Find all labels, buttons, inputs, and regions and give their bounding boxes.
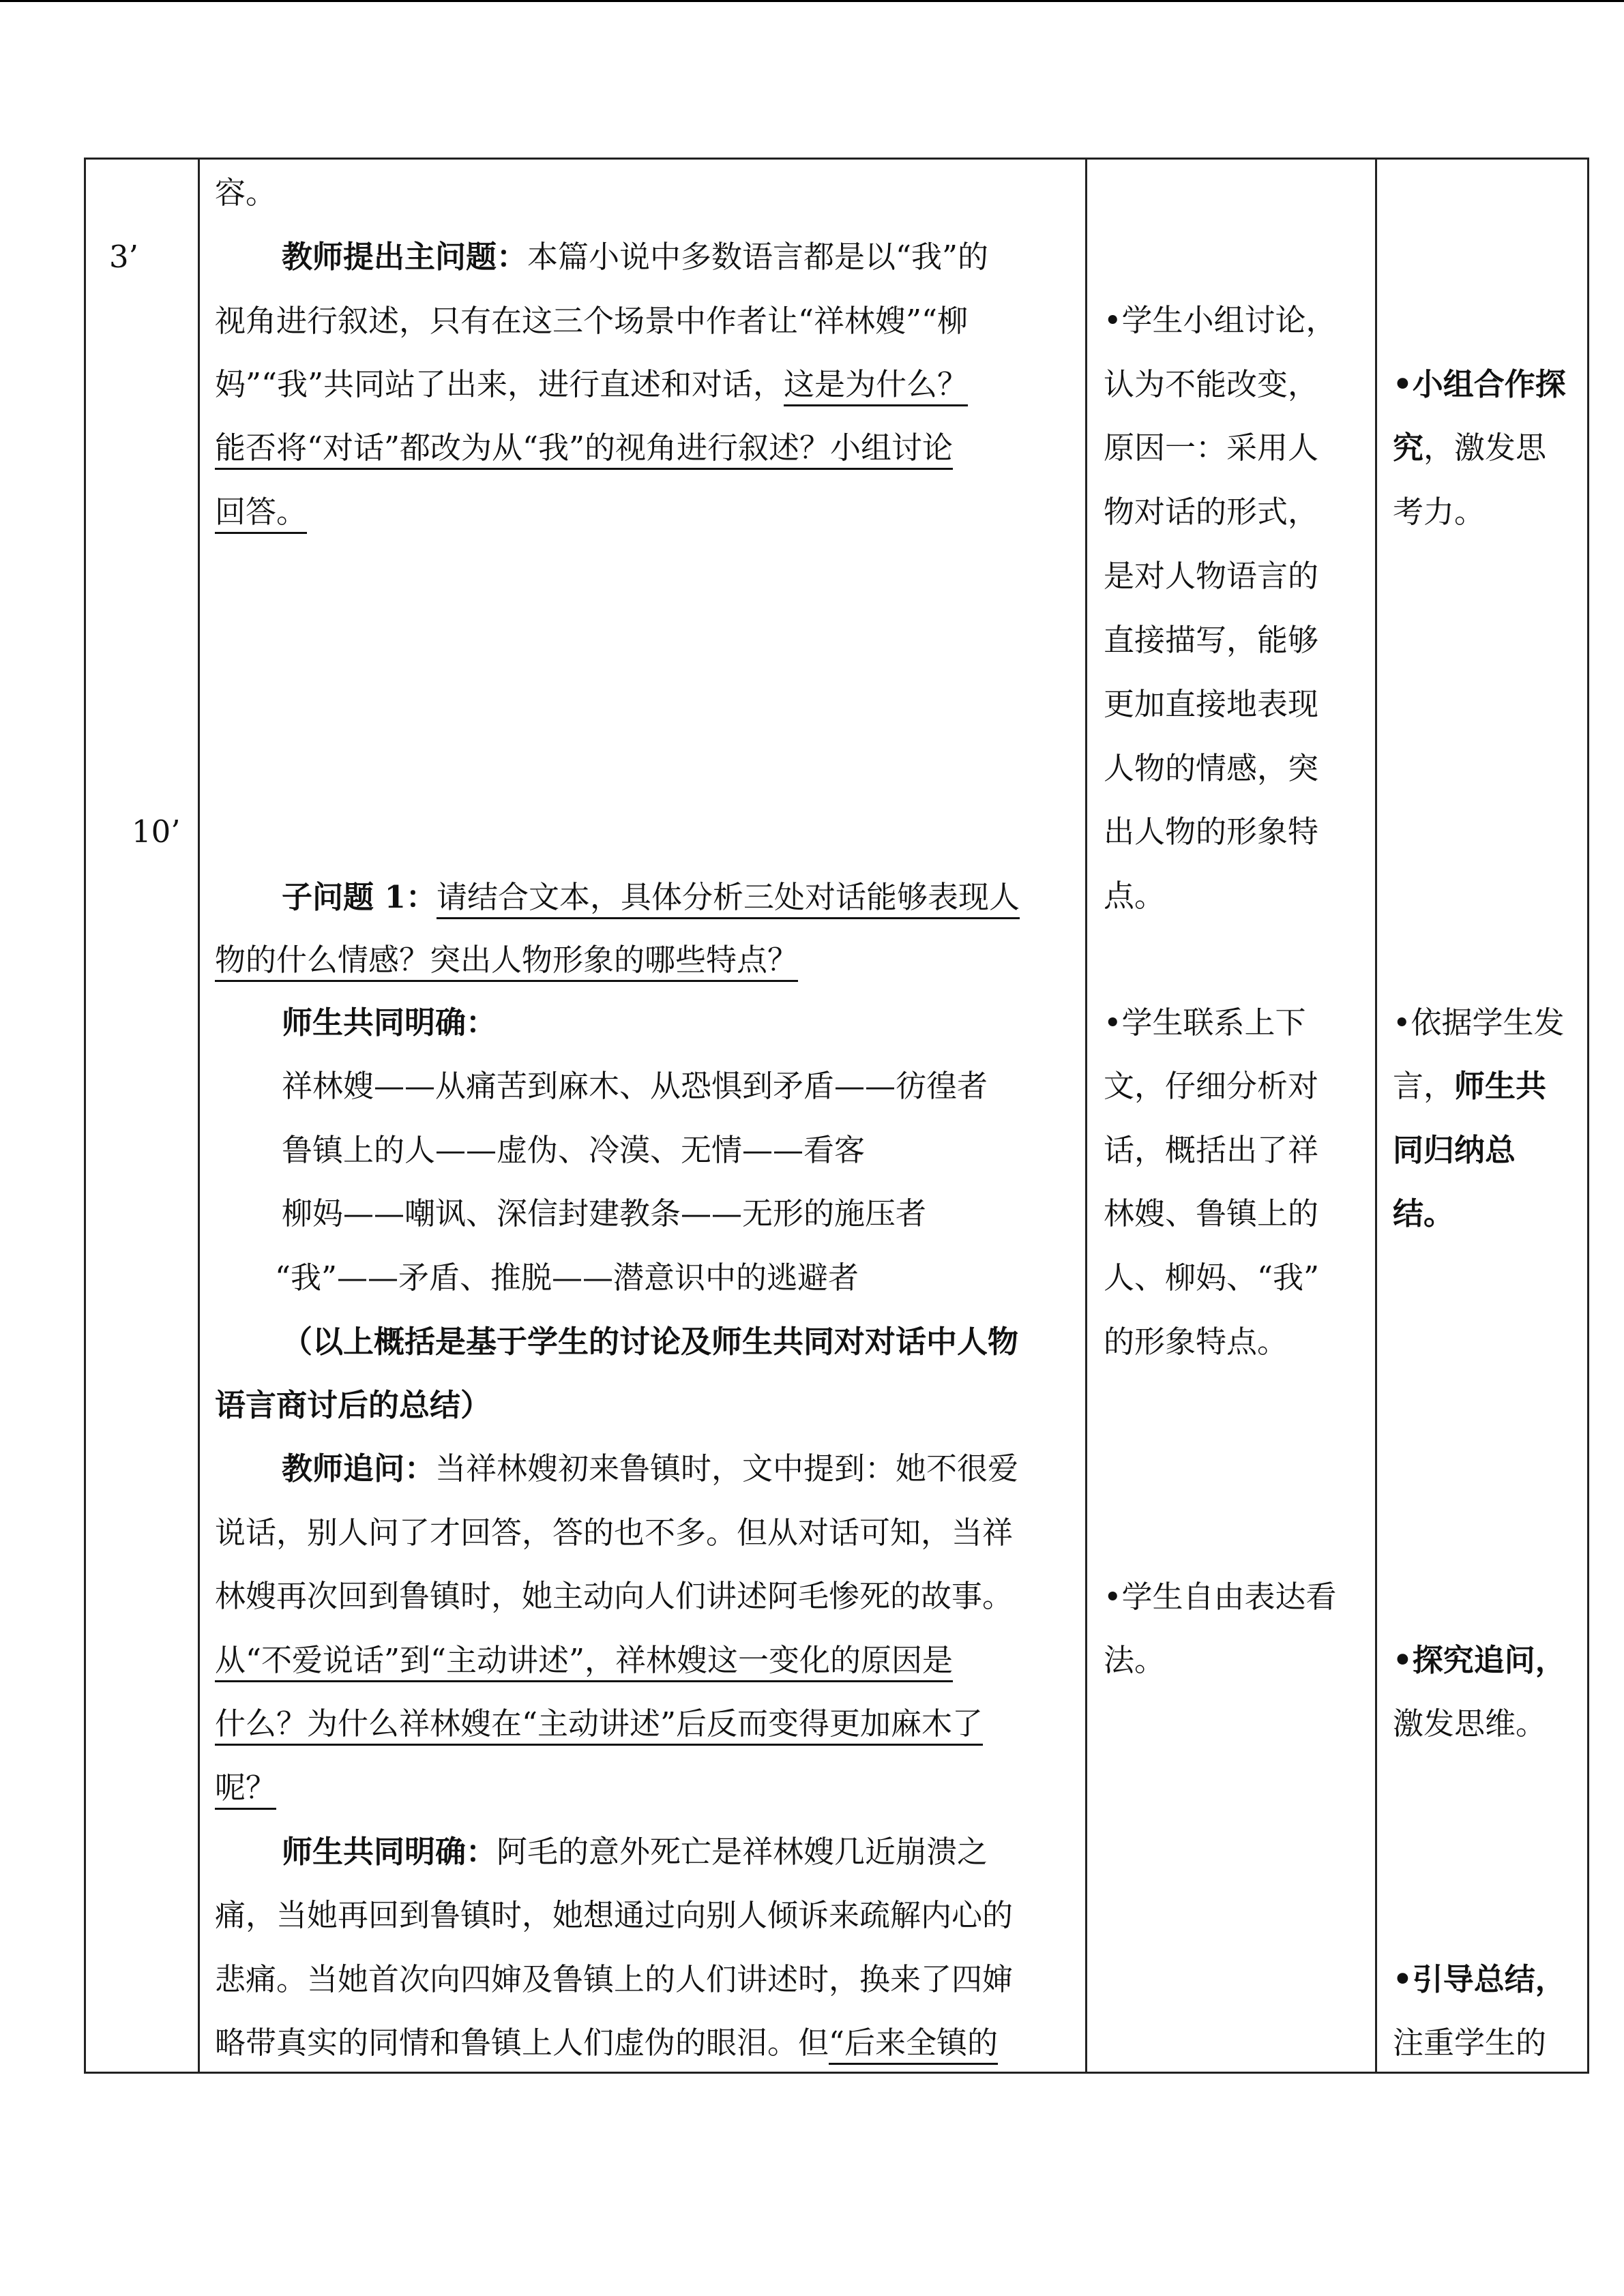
text-segment: 什么？为什么祥林嫂在“主动讲述”后反而变得更加麻木了 [215, 1705, 984, 1742]
teacher-line [215, 353, 968, 417]
teacher-line [282, 1182, 926, 1246]
purpose-line [1393, 991, 1565, 1055]
text-segment: 痛，当她再回到鲁镇时，她想通过向别人倾诉来疏解内心的 [215, 1897, 1014, 1933]
teacher-line [215, 1692, 983, 1756]
time-label: 3’ [109, 239, 138, 275]
teacher-line [282, 1310, 1018, 1374]
teacher-line [215, 1756, 276, 1820]
text-segment: 请结合文本，具体分析三处对话能够表现人 [436, 879, 1020, 915]
student-line: •学生自由表达看 [1104, 1579, 1337, 1615]
text-segment: 视角进行叙述，只有在这三个场景中作者让“祥林嫂”“柳 [215, 303, 969, 339]
text-segment: •小组合作探 [1393, 366, 1566, 402]
column-divider-3 [1375, 160, 1377, 2072]
teacher-line [215, 928, 798, 992]
text-segment: 从“不爱说话”到“主动讲述”，祥林嫂这一变化的原因是 [215, 1642, 954, 1678]
purpose-line [1393, 1948, 1566, 2012]
text-segment: “我”——矛盾、推脱——潜意识中的逃避者 [275, 1259, 859, 1296]
text-segment: 说话，别人问了才回答，答的也不多。但从对话可知，当祥 [215, 1515, 1014, 1551]
text-segment: 鲁镇上的人——虚伪、冷漠、无情——看客 [282, 1132, 866, 1168]
teacher-line [282, 1054, 988, 1118]
lesson-plan-table [84, 158, 1589, 2074]
text-segment: 激发思维。 [1393, 1705, 1547, 1742]
teacher-line [282, 865, 1020, 929]
text-segment: 注重学生的 [1393, 2025, 1547, 2061]
page-top-border [0, 0, 1624, 2]
teacher-line [282, 225, 988, 289]
text-segment: 语言商讨后的总结） [215, 1387, 492, 1423]
student-line: 话，概括出了祥 [1104, 1132, 1319, 1168]
text-segment: 师生共同明确： [282, 1834, 497, 1870]
text-segment: 究 [1393, 430, 1424, 466]
time-label: 10’ [132, 814, 181, 850]
text-segment: 教师提出主问题： [282, 239, 528, 275]
teacher-line [275, 1246, 859, 1310]
text-segment: 柳妈——嘲讽、深信封建教条——无形的施压者 [282, 1195, 927, 1232]
teacher-line [215, 161, 276, 225]
text-segment: 呢？ [215, 1770, 277, 1806]
text-segment: 阿毛的意外死亡是祥林嫂几近崩溃之 [497, 1834, 988, 1870]
teacher-line [215, 1373, 491, 1437]
text-segment: 妈”“我”共同站了出来，进行直述和对话， [215, 366, 784, 402]
student-line: 法。 [1104, 1642, 1166, 1678]
text-segment: 子问题 1： [282, 879, 437, 915]
student-line: 文，仔细分析对 [1104, 1068, 1319, 1104]
student-line: 点。 [1104, 878, 1166, 914]
teacher-line [282, 1437, 1018, 1501]
purpose-line [1393, 2011, 1546, 2075]
student-line: 原因一：采用人 [1104, 430, 1319, 466]
teacher-line [215, 1501, 1013, 1565]
purpose-line [1393, 1054, 1546, 1118]
text-segment: 言， [1393, 1068, 1455, 1104]
teacher-line [215, 2011, 998, 2075]
text-segment: 结。 [1393, 1195, 1455, 1232]
text-segment: 这是为什么？ [784, 366, 969, 402]
text-segment: 考力。 [1393, 494, 1486, 530]
text-segment: 当祥林嫂初来鲁镇时，文中提到：她不很爱 [435, 1450, 1019, 1487]
text-segment: “后来全镇的 [829, 2025, 999, 2061]
text-segment: 师生共 [1454, 1068, 1547, 1104]
student-line: 人物的情感，突 [1104, 750, 1319, 786]
text-segment: 回答。 [215, 494, 308, 530]
student-line: 物对话的形式， [1104, 494, 1319, 530]
purpose-line [1393, 1692, 1546, 1756]
teacher-line [282, 1118, 865, 1182]
text-segment: 物的什么情感？突出人物形象的哪些特点？ [215, 942, 799, 978]
text-segment: 悲痛。当她首次向四婶及鲁镇上的人们讲述时，换来了四婶 [215, 1961, 1014, 1997]
text-segment: 能否将“对话”都改为从“我”的视角进行叙述？小组讨论 [215, 430, 954, 466]
text-segment: 本篇小说中多数语言都是以“我”的 [527, 239, 989, 275]
purpose-line [1393, 1182, 1454, 1246]
teacher-line [215, 416, 953, 480]
purpose-line [1393, 1118, 1516, 1182]
text-segment: （以上概括是基于学生的讨论及师生共同对对话中人物 [282, 1324, 1019, 1360]
student-line: •学生小组讨论， [1104, 302, 1337, 338]
student-line: 直接描写，能够 [1104, 622, 1319, 658]
student-line: •学生联系上下 [1104, 1004, 1306, 1041]
purpose-line [1393, 353, 1566, 417]
student-line: 人、柳妈、“我” [1104, 1259, 1320, 1296]
teacher-line [215, 1628, 953, 1693]
teacher-line [215, 1948, 1013, 2012]
text-segment: •探究追问， [1393, 1642, 1566, 1678]
text-segment: 教师追问： [282, 1450, 436, 1487]
teacher-line [215, 1564, 1013, 1628]
teacher-line [282, 1820, 988, 1884]
student-line: 认为不能改变， [1104, 366, 1319, 402]
purpose-line [1393, 416, 1546, 480]
purpose-line [1393, 480, 1485, 544]
student-line: 林嫂、鲁镇上的 [1104, 1195, 1319, 1232]
text-segment: 容。 [215, 175, 277, 211]
teacher-line [282, 991, 497, 1055]
purpose-line [1393, 1628, 1566, 1693]
student-line: 更加直接地表现 [1104, 686, 1319, 722]
student-line: 的形象特点。 [1104, 1324, 1288, 1360]
text-segment: •引导总结， [1393, 1961, 1566, 1997]
teacher-line [215, 289, 968, 353]
text-segment: 略带真实的同情和鲁镇上人们虚伪的眼泪。但 [215, 2025, 829, 2061]
text-segment: 同归纳总 [1393, 1132, 1516, 1168]
text-segment: 林嫂再次回到鲁镇时，她主动向人们讲述阿毛惨死的故事。 [215, 1578, 1014, 1614]
student-line: 是对人物语言的 [1104, 558, 1319, 594]
teacher-line [215, 1883, 1013, 1948]
text-segment: 师生共同明确： [282, 1004, 497, 1041]
column-divider-1 [198, 160, 200, 2072]
text-segment: •依据学生发 [1393, 1004, 1565, 1041]
teacher-line [215, 480, 307, 544]
column-divider-2 [1085, 160, 1087, 2072]
text-segment: 祥林嫂——从痛苦到麻木、从恐惧到矛盾——彷徨者 [282, 1068, 988, 1104]
student-line: 出人物的形象特 [1104, 814, 1319, 850]
text-segment: ，激发思 [1423, 430, 1547, 466]
